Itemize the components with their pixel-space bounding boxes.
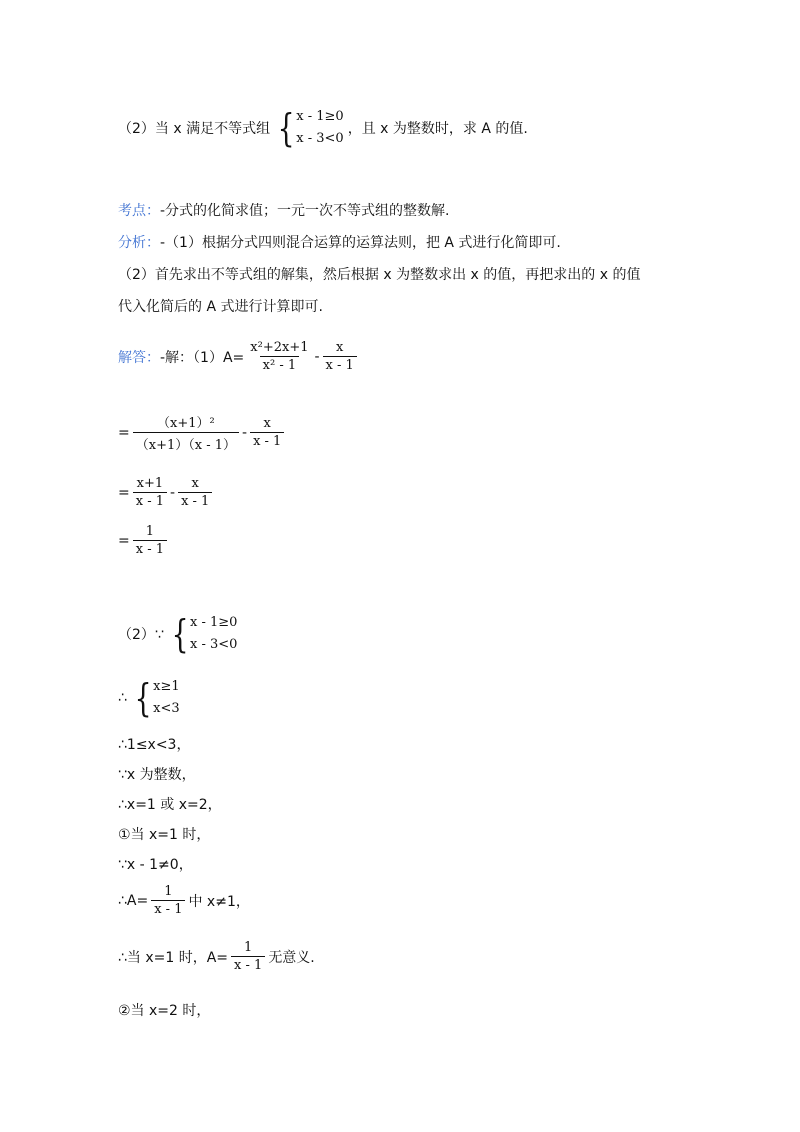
numerator: x²+2x+1 — [250, 340, 309, 355]
part2-line-7 — [118, 940, 315, 973]
part2-line-6 — [118, 884, 250, 917]
fenxi-text-3: 代入化简后的 A 式进行计算即可. — [118, 299, 323, 315]
step-3 — [118, 524, 170, 557]
minus-sign: - — [314, 348, 320, 365]
fraction — [133, 412, 239, 453]
fenxi-line-3 — [118, 296, 323, 316]
fraction — [231, 940, 265, 973]
because-prefix: （2）∵ — [118, 627, 164, 643]
numerator: 1 — [145, 524, 154, 539]
fenxi-text-1: -（1）根据分式四则混合运算的运算法则，把 A 式进行化简即可. — [160, 235, 561, 251]
fraction — [151, 884, 185, 917]
equals-sign: = — [118, 424, 130, 441]
equals-sign: = — [118, 532, 130, 549]
text-line: ∵x - 1≠0， — [118, 857, 193, 873]
numerator: x — [263, 416, 271, 431]
text-line: ∴1≤x<3， — [118, 737, 191, 753]
jieda-label: 解答： — [118, 349, 160, 366]
part2-because — [118, 612, 241, 656]
denominator: x - 1 — [250, 432, 284, 449]
fraction — [247, 340, 311, 373]
minus-sign: - — [242, 424, 248, 441]
text-line: ∵x 为整数， — [118, 767, 196, 783]
text-line: ∴x=1 或 x=2， — [118, 797, 222, 813]
text-prefix: ∴当 x=1 时，A= — [118, 949, 229, 966]
step-1 — [118, 412, 287, 453]
fenxi-line — [118, 232, 561, 252]
numerator: 1 — [244, 940, 253, 955]
question-2-prefix: （2）当 x 满足不等式组 — [118, 121, 271, 137]
inequality-row: x - 3<0 — [296, 131, 344, 146]
denominator: x - 1 — [231, 956, 265, 973]
denominator: x - 1 — [151, 900, 185, 917]
numerator: x — [191, 476, 199, 491]
text-prefix: ∴A= — [118, 892, 149, 909]
jieda-line — [118, 340, 360, 373]
inequality-system — [274, 106, 344, 150]
question-2-suffix: ，且 x 为整数时，求 A 的值. — [347, 121, 528, 137]
numerator: 1 — [164, 884, 173, 899]
denominator: x² - 1 — [260, 356, 299, 373]
brace-icon: { — [277, 106, 295, 150]
fraction — [250, 416, 284, 449]
text-suffix: 无意义. — [268, 949, 315, 966]
inequality-row: x - 1≥0 — [296, 109, 344, 124]
equals-sign: = — [118, 484, 130, 501]
fraction — [133, 476, 167, 509]
inequality-system — [168, 612, 238, 656]
denominator: x - 1 — [323, 356, 357, 373]
therefore-prefix: ∴ — [118, 690, 127, 706]
inequality-system — [131, 676, 180, 720]
inequality-row: x≥1 — [153, 679, 180, 694]
denominator: （x+1）（x - 1） — [133, 432, 239, 453]
text-line: ②当 x=2 时， — [118, 1003, 211, 1019]
text-line: ①当 x=1 时， — [118, 827, 211, 843]
fraction — [178, 476, 212, 509]
numerator: x+1 — [136, 476, 164, 491]
denominator: x - 1 — [133, 540, 167, 557]
inequality-row: x - 1≥0 — [190, 615, 238, 630]
kaodian-line — [118, 200, 450, 220]
part2-therefore — [118, 676, 184, 720]
denominator: x - 1 — [133, 492, 167, 509]
question-2 — [118, 106, 528, 150]
fraction — [133, 524, 167, 557]
step-2 — [118, 476, 215, 509]
minus-sign: - — [170, 484, 176, 501]
brace-icon: { — [171, 612, 189, 656]
fenxi-label: 分析： — [118, 235, 160, 251]
kaodian-text: -分式的化简求值；一元一次不等式组的整数解. — [160, 203, 450, 219]
denominator: x - 1 — [178, 492, 212, 509]
brace-icon: { — [134, 676, 152, 720]
inequality-row: x - 3<0 — [190, 637, 238, 652]
kaodian-label: 考点： — [118, 203, 160, 219]
fraction — [323, 340, 357, 373]
numerator: （x+1）² — [157, 416, 215, 431]
fenxi-text-2: （2）首先求出不等式组的解集，然后根据 x 为整数求出 x 的值，再把求出的 x 的值 — [118, 267, 641, 283]
fenxi-line-2 — [118, 264, 640, 284]
numerator: x — [336, 340, 344, 355]
inequality-row: x<3 — [153, 701, 180, 716]
jieda-prefix: -解：（1）A= — [160, 349, 245, 366]
text-suffix: 中 x≠1， — [188, 893, 250, 910]
